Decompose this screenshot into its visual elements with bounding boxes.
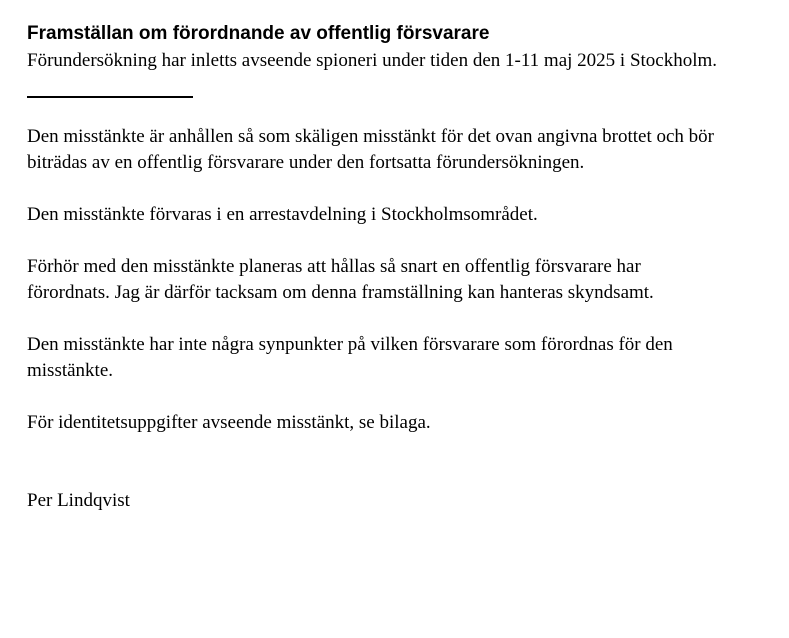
paragraph-defender-preference: Den misstänkte har inte några synpunkter på vilken försvarare som förordnas för den misstänkte. xyxy=(27,334,673,381)
paragraph-custody: Den misstänkte förvaras i en arrestavdelning i Stockholmsområdet. xyxy=(27,204,538,225)
paragraph-interrogation: Förhör med den misstänkte planeras att hållas så snart en offentlig försvarare har förordnats. Jag är därför tacksam om denna framställning kan hanteras skyndsamt. xyxy=(27,256,654,303)
document-title: Framställan om förordnande av offentlig försvarare xyxy=(27,23,490,44)
document-page xyxy=(27,22,767,514)
paragraph-identity: För identitetsuppgifter avseende misstänkt, se bilaga. xyxy=(27,412,431,433)
intro-paragraph: Förundersökning har inletts avseende spioneri under tiden den 1-11 maj 2025 i Stockholm. xyxy=(27,50,718,71)
paragraph-arrest: Den misstänkte är anhållen så som skäligen misstänkt för det ovan angivna brottet och bör biträdas av en offentlig försvarare under den fortsatta förundersökningen. xyxy=(27,126,714,173)
signature: Per Lindqvist xyxy=(27,490,130,511)
separator-line xyxy=(27,96,193,98)
